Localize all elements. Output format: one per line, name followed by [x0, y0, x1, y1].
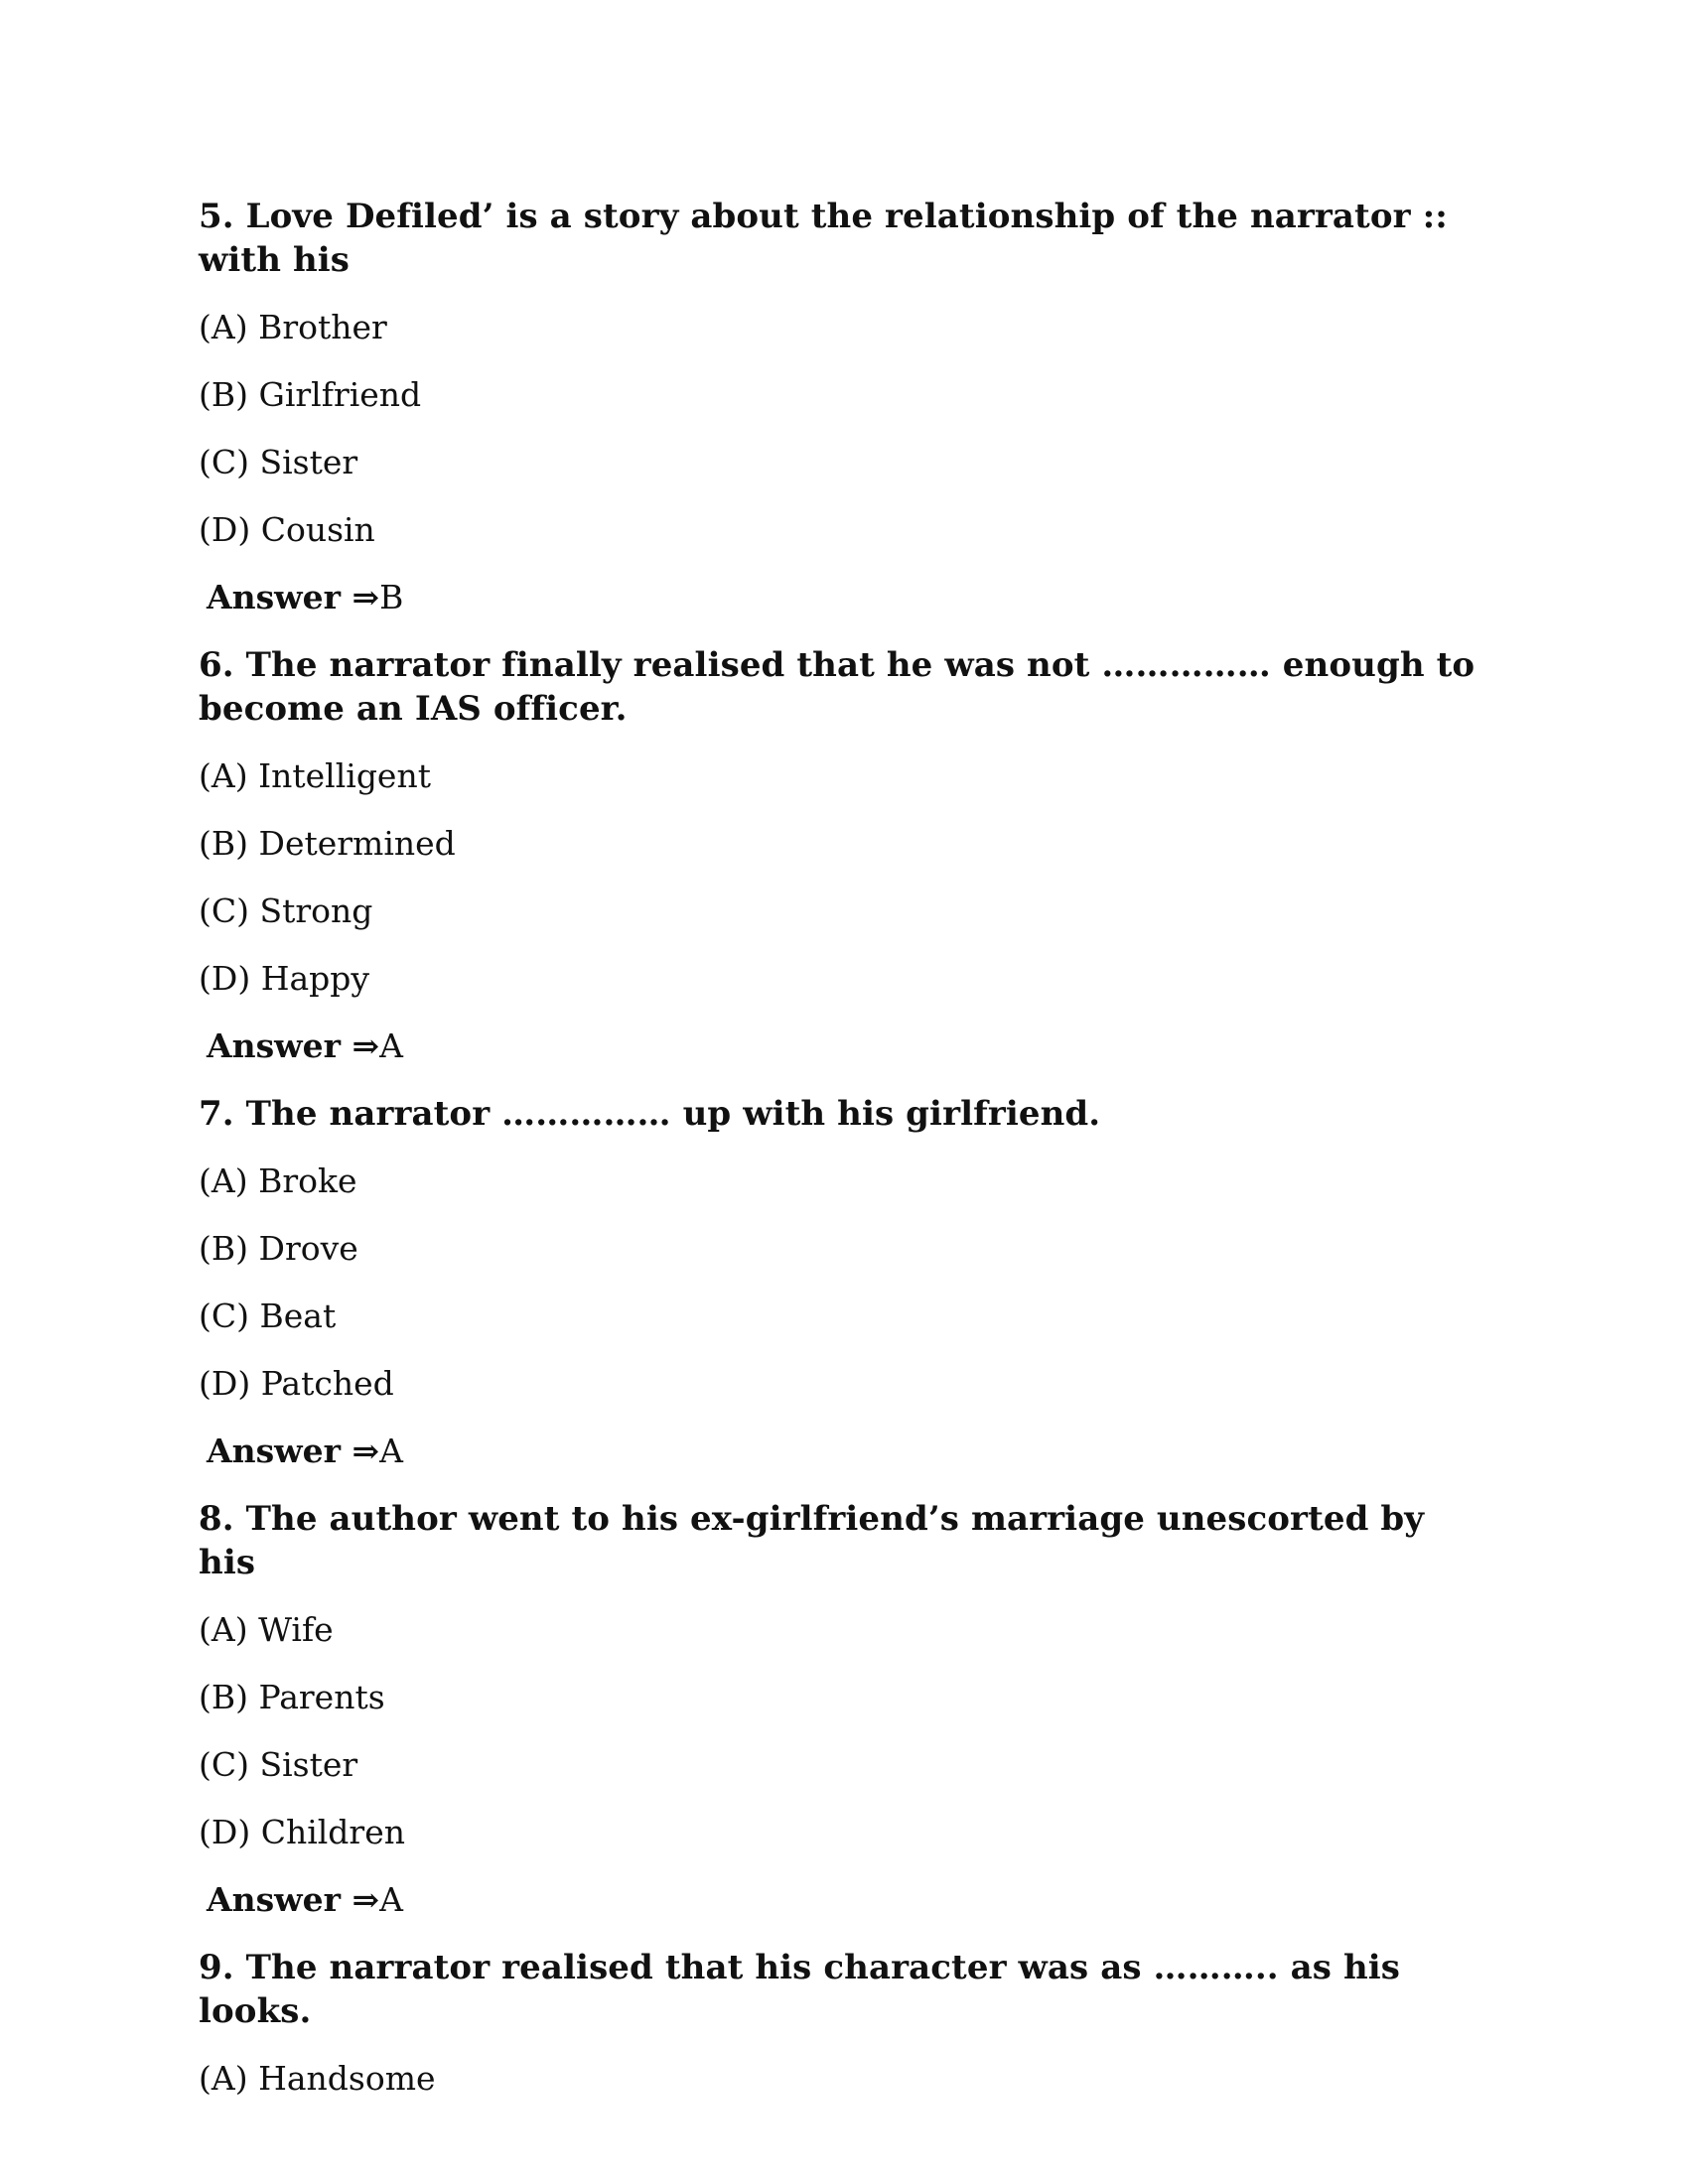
question-block-6: [199, 643, 1489, 1068]
answer-label: Answer ⇒: [207, 578, 380, 616]
question-block-7: [199, 1092, 1489, 1473]
question-block-5: [199, 195, 1489, 619]
option-b: (B) Drove: [199, 1229, 358, 1268]
answer-value: A: [379, 1432, 403, 1470]
option-c: (C) Sister: [199, 1745, 358, 1784]
option-d: (D) Patched: [199, 1364, 394, 1403]
answer-value: A: [379, 1880, 403, 1919]
option-a: (A) Wife: [199, 1610, 334, 1649]
answer-line: [207, 1024, 1489, 1068]
option-a: (A) Intelligent: [199, 756, 431, 795]
document-page: [199, 195, 1489, 2124]
option-b: (B) Parents: [199, 1678, 385, 1716]
option-a: (A) Broke: [199, 1161, 357, 1200]
answer-line: [207, 576, 1489, 619]
question-block-8: [199, 1497, 1489, 1922]
option-d: (D) Happy: [199, 959, 370, 998]
answer-label: Answer ⇒: [207, 1432, 380, 1470]
option-b: (B) Girlfriend: [199, 375, 422, 414]
question-text: 6. The narrator finally realised that he was not …………… enough to become an IAS officer.: [199, 645, 1476, 729]
answer-line: [207, 1878, 1489, 1922]
question-text: 5. Love Defiled’ is a story about the relationship of the narrator :: with his: [199, 197, 1448, 280]
question-text: 7. The narrator …………… up with his girlfriend.: [199, 1094, 1101, 1134]
option-a: (A) Handsome: [199, 2059, 436, 2098]
answer-line: [207, 1430, 1489, 1473]
question-block-9: [199, 1946, 1489, 2101]
answer-value: A: [379, 1026, 403, 1065]
question-text: 9. The narrator realised that his character was as ……….. as his looks.: [199, 1948, 1401, 2031]
answer-value: B: [379, 578, 404, 616]
answer-label: Answer ⇒: [207, 1880, 380, 1919]
option-c: (C) Sister: [199, 443, 358, 481]
option-c: (C) Beat: [199, 1297, 337, 1335]
option-c: (C) Strong: [199, 891, 373, 930]
option-b: (B) Determined: [199, 824, 456, 863]
option-a: (A) Brother: [199, 308, 387, 346]
answer-label: Answer ⇒: [207, 1026, 380, 1065]
option-d: (D) Cousin: [199, 510, 375, 549]
question-text: 8. The author went to his ex-girlfriend’s marriage unescorted by his: [199, 1499, 1425, 1582]
option-d: (D) Children: [199, 1813, 405, 1851]
